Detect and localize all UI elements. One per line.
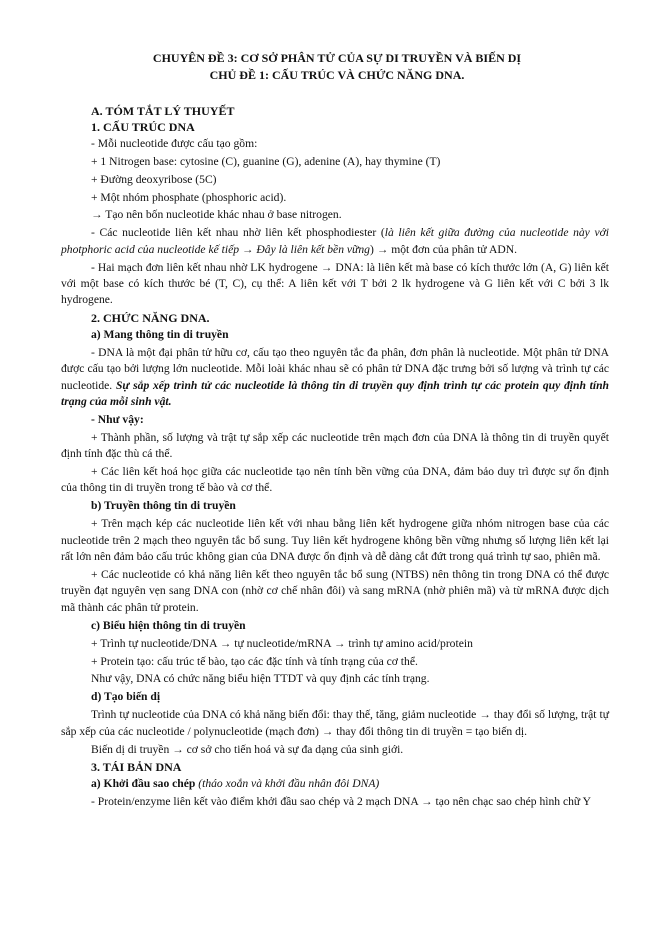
expression-line-3: Như vậy, DNA có chức năng biểu hiện TTDT và quy định các tính trạng. — [91, 672, 430, 686]
hydrogen-bond-paragraph: - Hai mạch đơn liên kết nhau nhờ LK hydrogene → DNA: là liên kết mà base có kích thước lớn (A, G) liên kết với một base có kích thước bé (T, C), cụ thể: A liên kết với T bởi 2 lk hydrogene và G liên kết với C bởi 3 lk hydrogene. — [61, 260, 609, 307]
variation-paragraph: Trình tự nucleotide của DNA có khả năng biến đổi: thay thế, tăng, giảm nucleotide → thay đổi số lượng, trật tự sắp xếp của các nucleotide / polynucleotide (mạch đơn) → thay đổi thông tin di truyền = tạo biến dị. — [61, 708, 609, 738]
section-3-heading: 3. TÁI BẢN DNA — [91, 760, 182, 775]
section-1-heading: 1. CẤU TRÚC DNA — [91, 120, 195, 135]
structure-line-4: + Một nhóm phosphate (phosphoric acid). — [91, 190, 287, 204]
structure-line-5: → Tạo nên bốn nucleotide khác nhau ở base nitrogen. — [91, 208, 342, 222]
structure-line-1: - Mỗi nucleotide được cấu tạo gồm: — [91, 136, 258, 150]
structure-line-2: + 1 Nitrogen base: cytosine (C), guanine (G), adenine (A), hay thymine (T) — [91, 154, 441, 168]
double-strand-paragraph: + Trên mạch kép các nucleotide liên kết với nhau bằng liên kết hydrogene giữa nhóm nitrogen base của các nucleotide trên 2 mạch theo nguyên tắc bổ sung. Tuy liên kết hydrogene không bền vững nhưng số lượng liên kết lại rất lớn nên đảm bảo cấu trúc không gian của DNA được ổn định và dễ dàng cắt đứt trong quá trình tự sao, phiên mã. — [61, 517, 609, 564]
variation-line-2: Biến dị di truyền → cơ sở cho tiến hoá và sự đa dạng của sinh giới. — [91, 742, 404, 756]
section-2c-heading: c) Biểu hiện thông tin di truyền — [91, 618, 246, 632]
title-line-1: CHUYÊN ĐỀ 3: CƠ SỞ PHÂN TỬ CỦA SỰ DI TRUYỀN VÀ BIẾN DỊ — [152, 51, 522, 65]
nhu-vay-label: - Như vậy: — [91, 412, 144, 426]
phosphodiester-paragraph: - Các nucleotide liên kết nhau nhờ liên kết phosphodiester (là liên kết giữa đường của nucleotide này với photphoric acid của nucleotide kế tiếp → Đây là liên kết bền vững) → một đơn của phân tử ADN. — [61, 226, 610, 256]
section-2a-heading: a) Mang thông tin di truyền — [91, 327, 229, 341]
title-line-2: CHỦ ĐỀ 1: CẤU TRÚC VÀ CHỨC NĂNG DNA. — [209, 68, 465, 82]
section-2d-heading: d) Tạo biến dị — [91, 690, 161, 704]
section-2b-heading: b) Truyền thông tin di truyền — [91, 499, 236, 513]
document-title — [59, 50, 615, 84]
expression-line-1: + Trình tự nucleotide/DNA → tự nucleotide/mRNA → trình tự amino acid/protein — [91, 636, 473, 650]
section-2-heading: 2. CHỨC NĂNG DNA. — [91, 311, 210, 326]
section-3a-heading: a) Khởi đầu sao chép (tháo xoắn và khởi đầu nhân đôi DNA) — [91, 776, 380, 790]
expression-line-2: + Protein tạo: cấu trúc tế bào, tạo các đặc tính và tính trạng của cơ thể. — [91, 654, 418, 668]
structure-line-3: + Đường deoxyribose (5C) — [91, 172, 217, 186]
genetic-info-paragraph: - DNA là một đại phân tử hữu cơ, cấu tạo theo nguyên tắc đa phân, đơn phân là nucleotide. Một phân tử DNA được cấu tạo bởi lượng lớn nucleotide. Mỗi loài khác nhau sẽ có phân tử DNA đặc trưng bởi số lượng và trình tự các nucleotide. Sự sắp xếp trình tử các nucleotide là thông tin di truyền quy định trình tự các protein quy định tính trạng của mỗi sinh vật. — [61, 345, 610, 408]
composition-paragraph: + Thành phần, số lượng và trật tự sắp xếp các nucleotide trên mạch đơn của DNA là thông tin di truyền quyết định tính đặc thù cá thể. — [61, 430, 609, 461]
replication-start-paragraph: - Protein/enzyme liên kết vào điểm khởi đầu sao chép và 2 mạch DNA → tạo nên chạc sao chép hình chữ Y — [91, 794, 592, 808]
complementary-paragraph: + Các nucleotide có khả năng liên kết theo nguyên tắc bổ sung (NTBS) nên thông tin trong DNA có thể được truyền đạt nguyên vẹn sang DNA con (nhờ cơ chế nhân đôi) và sang mRNA (nhờ phiên mã) và từ mRNA được dịch mã thành các phân tử protein. — [61, 567, 609, 614]
section-a-heading: A. TÓM TẮT LÝ THUYẾT — [91, 104, 235, 118]
chemical-bond-paragraph: + Các liên kết hoá học giữa các nucleotide tạo nên tính bền vững của DNA, đảm bảo duy trì được sự ổn định của thông tin di truyền trong tế bào và cơ thể. — [61, 465, 609, 495]
